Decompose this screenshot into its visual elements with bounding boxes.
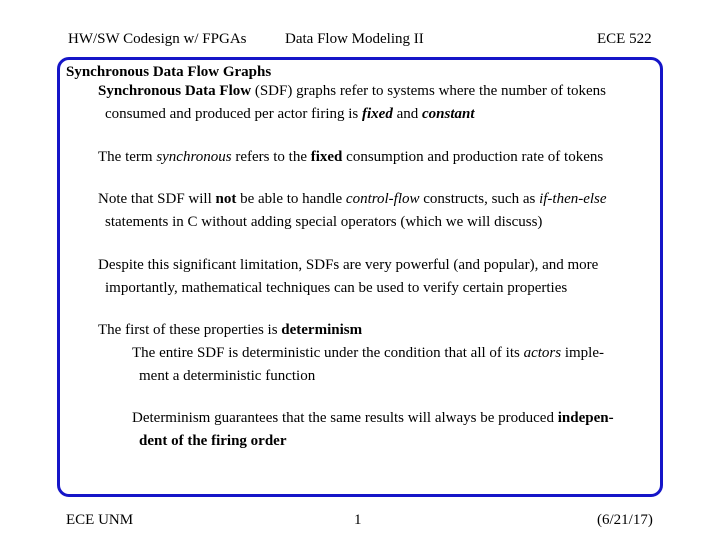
footer-institution: ECE UNM — [66, 512, 134, 528]
header-course-code: ECE 522 — [597, 31, 652, 47]
p7-line1: Determinism guarantees that the same results will always be produced indepen- — [132, 410, 614, 426]
header-topic: Data Flow Modeling II — [285, 31, 424, 47]
p2-line1: The term synchronous refers to the fixed consumption and production rate of tokens — [98, 149, 604, 165]
p3-line1: Note that SDF will not be able to handle control-flow constructs, such as if-then-else — [98, 191, 607, 207]
p7-line2: dent of the firing order — [139, 433, 287, 449]
p6-line2: ment a deterministic function — [139, 368, 316, 384]
p5-line1: The first of these properties is determinism — [98, 322, 363, 338]
p1-line2: consumed and produced per actor firing is fixed and constant — [105, 106, 475, 122]
slide-title: Synchronous Data Flow Graphs — [66, 64, 272, 80]
p3-line2: statements in C without adding special operators (which we will discuss) — [105, 214, 543, 230]
header-course-title: HW/SW Codesign w/ FPGAs — [68, 31, 247, 47]
footer-date: (6/21/17) — [597, 512, 653, 528]
p6-line1: The entire SDF is deterministic under the condition that all of its actors imple- — [132, 345, 604, 361]
slide-frame — [57, 57, 663, 497]
p1-line1: Synchronous Data Flow (SDF) graphs refer to systems where the number of tokens — [98, 83, 607, 99]
p4-line2: importantly, mathematical techniques can be used to verify certain properties — [105, 280, 568, 296]
footer-page-number: 1 — [354, 512, 362, 528]
p4-line1: Despite this significant limitation, SDFs are very powerful (and popular), and more — [98, 257, 599, 273]
